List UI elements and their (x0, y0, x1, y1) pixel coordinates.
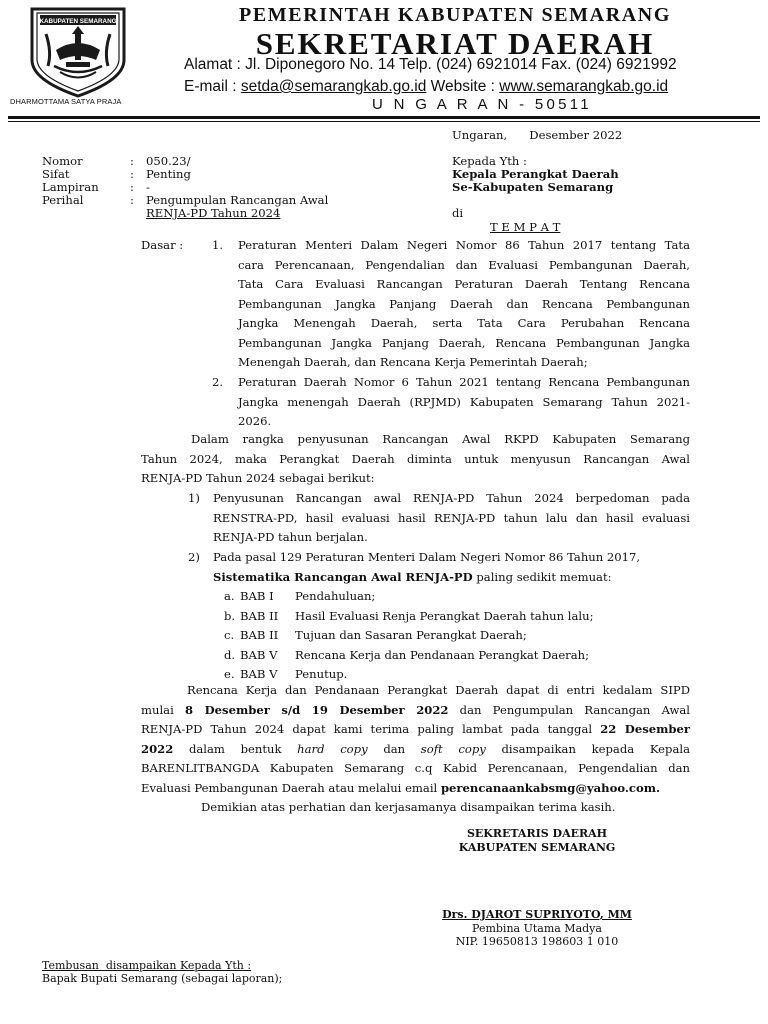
structure-heading: Sistematika Rancangan Awal RENJA-PD (213, 569, 473, 584)
meta-colon: : (130, 154, 134, 168)
office-name: SEKRETARIAT DAERAH (255, 26, 655, 61)
website-link[interactable]: www.semarangkab.go.id (499, 78, 669, 95)
chapter-item (224, 587, 694, 607)
basis-item-1 (238, 236, 690, 373)
letter-attachment: - (146, 180, 150, 194)
header-rule (8, 116, 760, 119)
meta-label-nature: Sifat (42, 167, 70, 181)
point-number-1: 1) (188, 491, 200, 505)
text-line (141, 701, 690, 721)
text-line: Pada pasal 129 Peraturan Menteri Dalam Negeri Nomor 86 Tahun 2017, (213, 550, 641, 564)
recipient-line2: Se-Kabupaten Semarang (452, 180, 614, 194)
point-2 (213, 548, 690, 587)
text-span: RENJA-PD Tahun 2024 dapat kami terima paling lambat pada tanggal (141, 722, 601, 736)
text-line: Jangka Menengah Daerah, serta Tata Cara Perubahan Rencana (238, 316, 690, 330)
text-span: disampaikan kepada Kepala (485, 741, 690, 756)
cc-heading: Tembusan disampaikan Kepada Yth : (42, 959, 252, 972)
text-line: Menengah Daerah, dan Rencana Kerja Pemerintah Daerah; (238, 355, 588, 369)
contact-email[interactable]: perencanaankabsmg@yahoo.com. (440, 780, 661, 795)
text-line: Tata Cara Evaluasi Rancangan Peraturan Daerah Tentang Rencana (238, 277, 690, 291)
closing-paragraph (141, 681, 690, 818)
recipient-line1: Kepala Perangkat Daerah (452, 167, 619, 181)
text-line: Pembangunan Jangka Panjang Daerah, Rencana Pembangunan Jangka (238, 335, 690, 350)
basis-number-2: 2. (212, 375, 224, 389)
text-span: Evaluasi Pembangunan Daerah atau melalui email (141, 780, 441, 795)
website-label: Website : (426, 78, 500, 95)
chapter-letter: b. (224, 608, 236, 623)
text-line: 2026. (238, 414, 272, 428)
text-line: Peraturan Menteri Dalam Negeri Nomor 86 Tahun 2017 tentang Tata (238, 238, 690, 252)
chapter-letter: a. (224, 589, 235, 603)
chapter-list (224, 587, 694, 685)
chapter-letter: d. (224, 647, 236, 662)
text-line: Pembangunan Jangka Panjang Daerah dan Rencana Pembangunan (238, 296, 690, 311)
meta-colon: : (130, 193, 134, 207)
text-line: Dalam rangka penyusunan Rancangan Awal RKPD Kabupaten Semarang (191, 432, 690, 446)
text-line: cara Perencanaan, Pengendalian dan Evaluasi Pembangunan Daerah, (238, 257, 690, 272)
government-name: PEMERINTAH KABUPATEN SEMARANG (239, 4, 671, 26)
letter-subject-line2: RENJA-PD Tahun 2024 (146, 206, 281, 220)
basis-number-1: 1. (212, 238, 224, 252)
letter-subject: Pengumpulan Rancangan Awal (146, 193, 329, 207)
text-span: dan Pengumpulan Rancangan Awal (448, 702, 690, 717)
chapter-bab: BAB V (240, 647, 278, 662)
place-date: Ungaran, Desember 2022 (452, 128, 623, 142)
text-line: RENJA-PD Tahun 2024 sebagai berikut: (141, 471, 375, 485)
chapter-bab: BAB II (240, 608, 279, 623)
chapter-item (224, 626, 694, 646)
point-1 (213, 489, 690, 548)
meta-label-subject: Perihal (42, 193, 84, 207)
recipient-salutation: Kepada Yth : (452, 154, 527, 168)
meta-colon: : (130, 167, 134, 181)
deadline-date: 22 Desember (600, 722, 690, 736)
letter-number: 050.23/ (146, 154, 191, 168)
email-label: E-mail : (184, 78, 241, 95)
chapter-title: Penutup. (295, 667, 348, 681)
motto: DHARMOTTAMA SATYA PRAJA (10, 97, 122, 106)
chapter-title: Hasil Evaluasi Renja Perangkat Daerah tahun lalu; (295, 608, 594, 623)
crest-label: KABUPATEN SEMARANG (39, 18, 117, 25)
meta-colon: : (130, 180, 134, 194)
contact-line (184, 78, 668, 96)
city-postcode: U N G A R A N - 50511 (372, 96, 592, 113)
text-line: Rencana Kerja dan Pendanaan Perangkat Daerah dapat di entri kedalam SIPD (187, 683, 690, 697)
text-line: RENJA-PD tahun berjalan. (213, 530, 368, 544)
chapter-title: Pendahuluan; (295, 589, 376, 603)
text-line: RENSTRA-PD, hasil evaluasi hasil RENJA-PD tahun lalu dan hasil evaluasi (213, 510, 690, 525)
meta-label-attachment: Lampiran (42, 180, 99, 194)
text-line: Jangka menengah Daerah (RPJMD) Kabupaten Semarang Tahun 2021- (238, 394, 690, 409)
basis-label: Dasar : (141, 238, 184, 252)
chapter-letter: e. (224, 667, 235, 681)
chapter-bab: BAB V (240, 667, 278, 681)
soft-copy-term: soft copy (420, 741, 486, 756)
hard-copy-term: hard copy (297, 741, 368, 756)
text-line (141, 740, 690, 760)
regency-crest-logo (26, 6, 130, 98)
signatory-title-2: KABUPATEN SEMARANG (458, 841, 616, 854)
chapter-bab: BAB II (240, 628, 279, 642)
intro-paragraph (141, 430, 690, 489)
recipient-place: T E M P A T (490, 220, 561, 234)
basis-item-2 (238, 373, 690, 432)
signatory-name: Drs. DJAROT SUPRIYOTO, MM (442, 908, 632, 921)
signatory-nip: NIP. 19650813 198603 1 010 (455, 935, 619, 948)
text-line (141, 779, 690, 799)
entry-period: 8 Desember s/d 19 Desember 2022 (185, 702, 449, 717)
meta-label-number: Nomor (42, 154, 83, 168)
chapter-title: Rencana Kerja dan Pendanaan Perangkat Daerah; (295, 647, 590, 662)
chapter-bab: BAB I (240, 589, 274, 603)
structure-rest: paling sedikit memuat: (472, 569, 612, 584)
letter-nature: Penting (146, 167, 191, 181)
header-rule-thin (8, 121, 760, 122)
text-line (213, 568, 690, 588)
text-line: Demikian atas perhatian dan kerjasamanya disampaikan terima kasih. (201, 800, 616, 814)
text-line: BARENLITBANGDA Kabupaten Semarang c.q Kabid Perencanaan, Pengendalian dan (141, 761, 690, 775)
deadline-year: 2022 (141, 741, 174, 756)
text-line: Penyusunan Rancangan awal RENJA-PD Tahun 2024 berpedoman pada (213, 491, 690, 505)
text-line (141, 720, 690, 740)
text-line: Tahun 2024, maka Perangkat Daerah diminta untuk menyusun Rancangan Awal (141, 451, 690, 466)
office-address: Alamat : Jl. Diponegoro No. 14 Telp. (024) 6921014 Fax. (024) 6921992 (184, 56, 677, 73)
text-span: dan (367, 741, 421, 756)
recipient-di: di (452, 206, 464, 220)
chapter-item (224, 607, 694, 627)
text-span: dalam bentuk (173, 741, 298, 756)
signatory-title-1: SEKRETARIS DAERAH (466, 827, 608, 840)
text-span: mulai (141, 702, 185, 717)
email-link[interactable]: setda@semarangkab.go.id (240, 78, 427, 95)
chapter-letter: c. (224, 628, 235, 642)
cc-recipient: Bapak Bupati Semarang (sebagai laporan); (42, 972, 283, 985)
chapter-title: Tujuan dan Sasaran Perangkat Daerah; (295, 628, 527, 642)
chapter-item (224, 646, 694, 666)
point-number-2: 2) (188, 550, 200, 564)
text-line: Peraturan Daerah Nomor 6 Tahun 2021 tentang Rencana Pembangunan (238, 375, 690, 389)
signatory-rank: Pembina Utama Madya (472, 922, 602, 935)
